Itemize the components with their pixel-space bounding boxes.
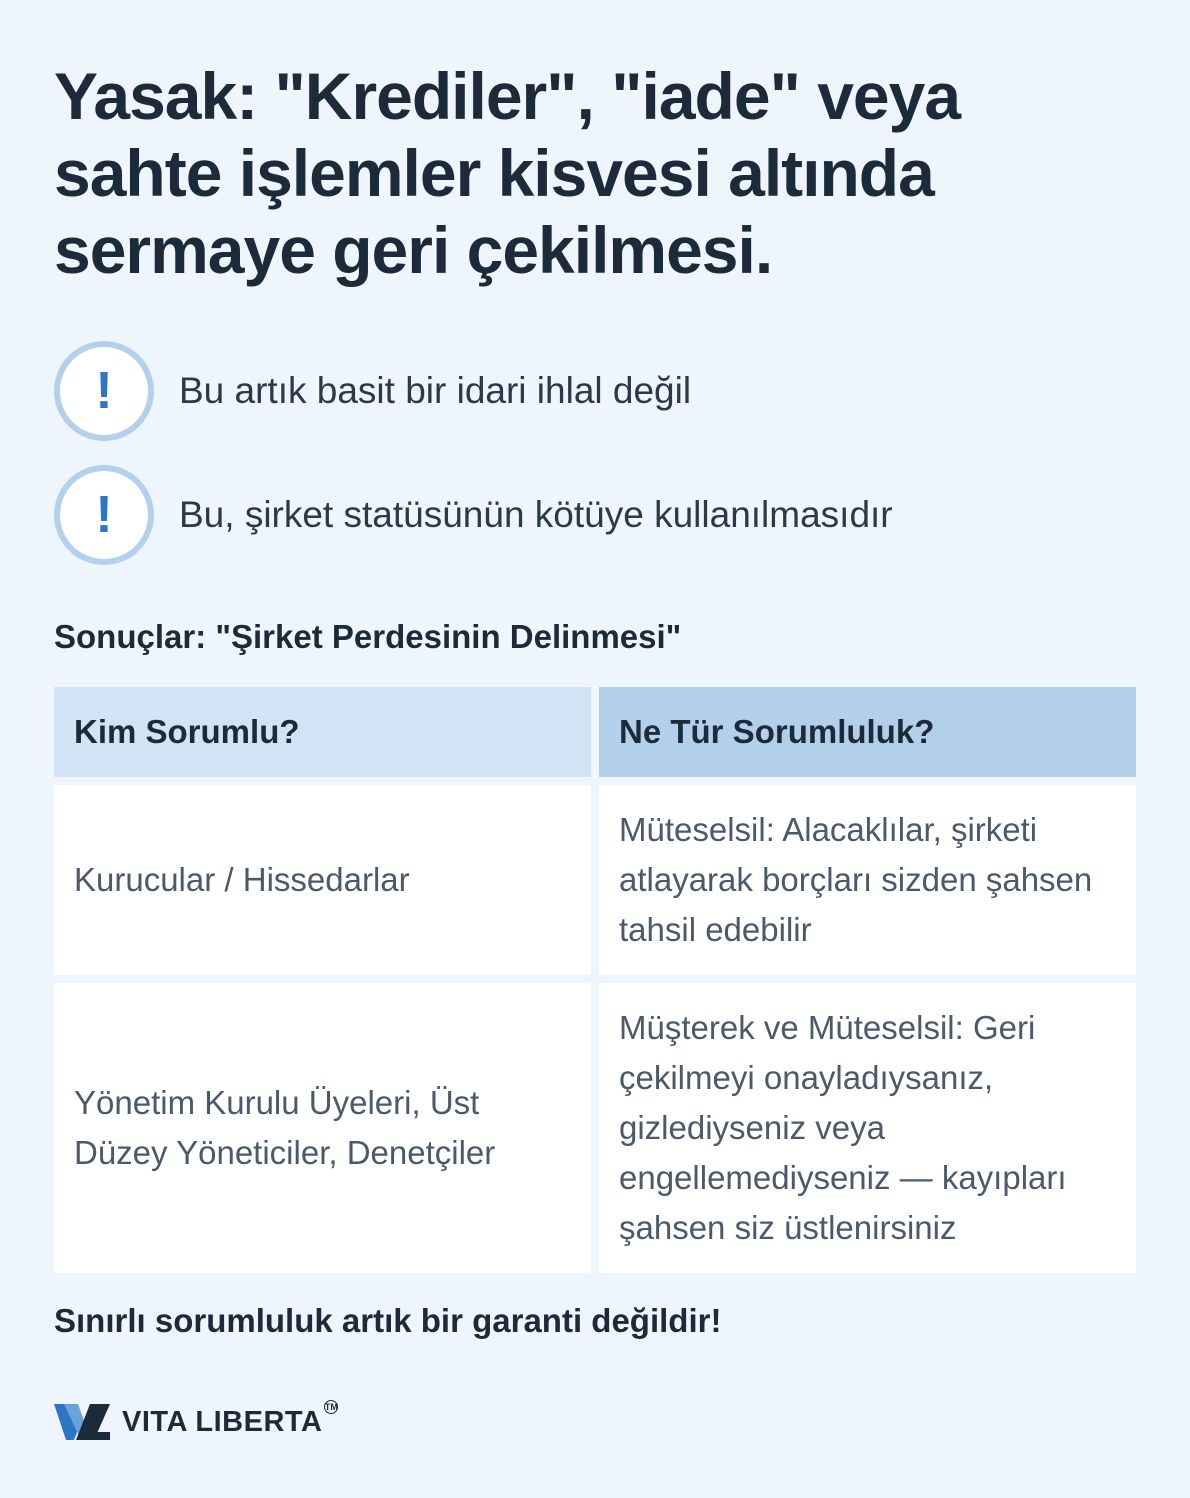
table-header-cell: Ne Tür Sorumluluk?	[599, 687, 1136, 777]
warning-item	[54, 465, 893, 565]
vita-liberta-logo-icon	[54, 1402, 110, 1442]
table-cell-liability: Müteselsil: Alacaklılar, şirketi atlayarak borçları sizden şahsen tahsil edebilir	[599, 785, 1136, 975]
exclamation-icon	[54, 341, 154, 441]
brand-name: VITA LIBERTA	[122, 1405, 323, 1438]
section-subtitle: Sonuçlar: "Şirket Perdesinin Delinmesi"	[54, 618, 682, 655]
warning-text: Bu, şirket statüsünün kötüye kullanılmasıdır	[179, 494, 893, 535]
footer-note: Sınırlı sorumluluk artık bir garanti değildir!	[54, 1302, 722, 1339]
exclamation-icon	[54, 465, 154, 565]
page-title: Yasak: "Krediler", "iade" veya sahte işlemler kisvesi altında sermaye geri çekilmesi.	[54, 59, 961, 287]
trademark-mark: TM	[324, 1402, 338, 1412]
warning-text: Bu artık basit bir idari ihlal değil	[179, 370, 692, 411]
table-cell-who: Yönetim Kurulu Üyeleri, Üst Düzey Yöneticiler, Denetçiler	[54, 983, 591, 1273]
table-header-row	[54, 687, 1136, 777]
table-row	[54, 785, 1136, 975]
table-row	[54, 983, 1136, 1273]
exclamation-glyph: !	[95, 486, 113, 544]
table-cell-who: Kurucular / Hissedarlar	[54, 785, 591, 975]
table-cell-liability: Müşterek ve Müteselsil: Geri çekilmeyi onayladıysanız, gizlediyseniz veya engellemediyseniz — kayıpları şahsen siz üstlenirsiniz	[599, 983, 1136, 1273]
brand-logo	[54, 1402, 338, 1442]
table-header-cell: Kim Sorumlu?	[54, 687, 591, 777]
exclamation-glyph: !	[95, 362, 113, 420]
warning-item	[54, 341, 691, 441]
liability-table	[54, 687, 1136, 1281]
